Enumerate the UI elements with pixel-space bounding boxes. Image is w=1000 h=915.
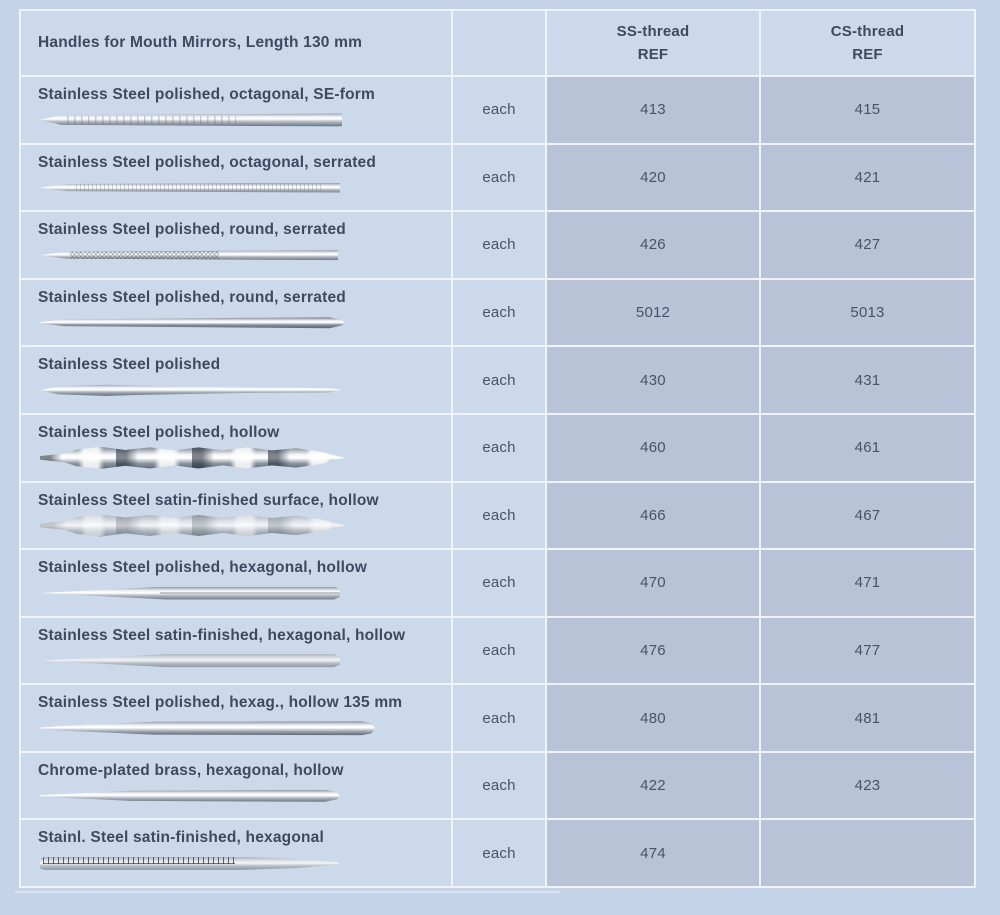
unit-cell: each (453, 753, 545, 819)
instrument-photo-wrap (38, 780, 443, 818)
product-description: Stainless Steel polished, round, serrated (38, 288, 346, 306)
instrument-photo (40, 113, 342, 126)
product-cell (21, 483, 451, 549)
cs-ref-cell (761, 820, 974, 886)
instrument-photo (40, 183, 340, 193)
product-cell (21, 212, 451, 278)
instrument-photo (40, 587, 340, 600)
cs-ref-cell: 481 (761, 685, 974, 751)
cs-ref-cell: 477 (761, 618, 974, 684)
instrument-photo (40, 790, 340, 802)
unit-cell: each (453, 347, 545, 413)
product-cell (21, 820, 451, 886)
product-cell (21, 550, 451, 616)
product-description: Stainless Steel polished, round, serrated (38, 221, 346, 239)
cs-ref-cell: 423 (761, 753, 974, 819)
instrument-photo-wrap (38, 848, 443, 886)
ss-ref-cell: 474 (547, 820, 759, 886)
cs-ref-cell: 427 (761, 212, 974, 278)
ss-ref-cell: 466 (547, 483, 759, 549)
ss-thread-label: SS-thread (616, 22, 690, 40)
product-cell (21, 280, 451, 346)
ss-ref-cell: 413 (547, 77, 759, 143)
instrument-photo-wrap (38, 240, 443, 278)
instrument-photo-wrap (38, 442, 443, 480)
instrument-photo (40, 721, 375, 735)
instrument-photo (40, 514, 345, 536)
ss-ref-cell: 422 (547, 753, 759, 819)
product-description: Stainless Steel polished (38, 356, 221, 374)
instrument-photo (40, 384, 340, 396)
product-description: Chrome-plated brass, hexagonal, hollow (38, 761, 344, 779)
unit-cell: each (453, 483, 545, 549)
unit-cell: each (453, 415, 545, 481)
instrument-photo (40, 447, 345, 469)
unit-cell: each (453, 685, 545, 751)
cs-thread-label: CS-thread (830, 22, 905, 40)
table-title: Handles for Mouth Mirrors, Length 130 mm (21, 11, 451, 75)
instrument-photo-wrap (38, 104, 443, 142)
ss-ref-cell: 426 (547, 212, 759, 278)
product-cell (21, 415, 451, 481)
product-cell (21, 618, 451, 684)
ss-thread-column-header (547, 11, 759, 75)
unit-cell: each (453, 618, 545, 684)
ss-ref-cell: 476 (547, 618, 759, 684)
instrument-photo (40, 857, 340, 870)
instrument-photo-wrap (38, 577, 443, 615)
product-cell (21, 347, 451, 413)
cs-ref-cell: 415 (761, 77, 974, 143)
cs-thread-column-header (761, 11, 974, 75)
unit-cell: each (453, 280, 545, 346)
ss-ref-label: REF (637, 46, 669, 63)
product-description: Stainless Steel satin-finished surface, hollow (38, 491, 379, 509)
unit-column-header (453, 11, 545, 75)
product-description: Stainless Steel polished, hexag., hollow 135 mm (38, 694, 403, 712)
product-cell (21, 685, 451, 751)
ss-ref-cell: 480 (547, 685, 759, 751)
ss-ref-cell: 5012 (547, 280, 759, 346)
cs-ref-cell: 431 (761, 347, 974, 413)
ss-ref-cell: 420 (547, 145, 759, 211)
product-description: Stainless Steel satin-finished, hexagonal, hollow (38, 626, 406, 644)
instrument-photo-wrap (38, 172, 443, 210)
product-description: Stainless Steel polished, hollow (38, 423, 280, 441)
unit-cell: each (453, 212, 545, 278)
product-description: Stainl. Steel satin-finished, hexagonal (38, 829, 324, 847)
cs-ref-cell: 421 (761, 145, 974, 211)
product-cell (21, 753, 451, 819)
unit-cell: each (453, 77, 545, 143)
ss-ref-cell: 430 (547, 347, 759, 413)
instrument-photo-wrap (38, 713, 443, 751)
product-description: Stainless Steel polished, octagonal, SE-form (38, 86, 375, 103)
instrument-photo (40, 317, 345, 329)
instrument-photo (40, 654, 340, 667)
cs-ref-cell: 467 (761, 483, 974, 549)
ss-ref-cell: 470 (547, 550, 759, 616)
divider-line (15, 891, 560, 893)
unit-cell: each (453, 145, 545, 211)
cs-ref-label: REF (852, 46, 883, 63)
instrument-photo-wrap (38, 645, 443, 683)
unit-cell: each (453, 550, 545, 616)
cs-ref-cell: 461 (761, 415, 974, 481)
product-table (19, 9, 976, 888)
product-cell (21, 145, 451, 211)
unit-cell: each (453, 820, 545, 886)
instrument-photo-wrap (38, 375, 443, 413)
cs-ref-cell: 471 (761, 550, 974, 616)
cs-ref-cell: 5013 (761, 280, 974, 346)
ss-ref-cell: 460 (547, 415, 759, 481)
product-description: Stainless Steel polished, hexagonal, hollow (38, 559, 368, 577)
instrument-photo-wrap (38, 510, 443, 548)
instrument-photo-wrap (38, 307, 443, 345)
product-cell (21, 77, 451, 143)
instrument-photo (40, 250, 338, 260)
product-description: Stainless Steel polished, octagonal, serrated (38, 153, 377, 171)
